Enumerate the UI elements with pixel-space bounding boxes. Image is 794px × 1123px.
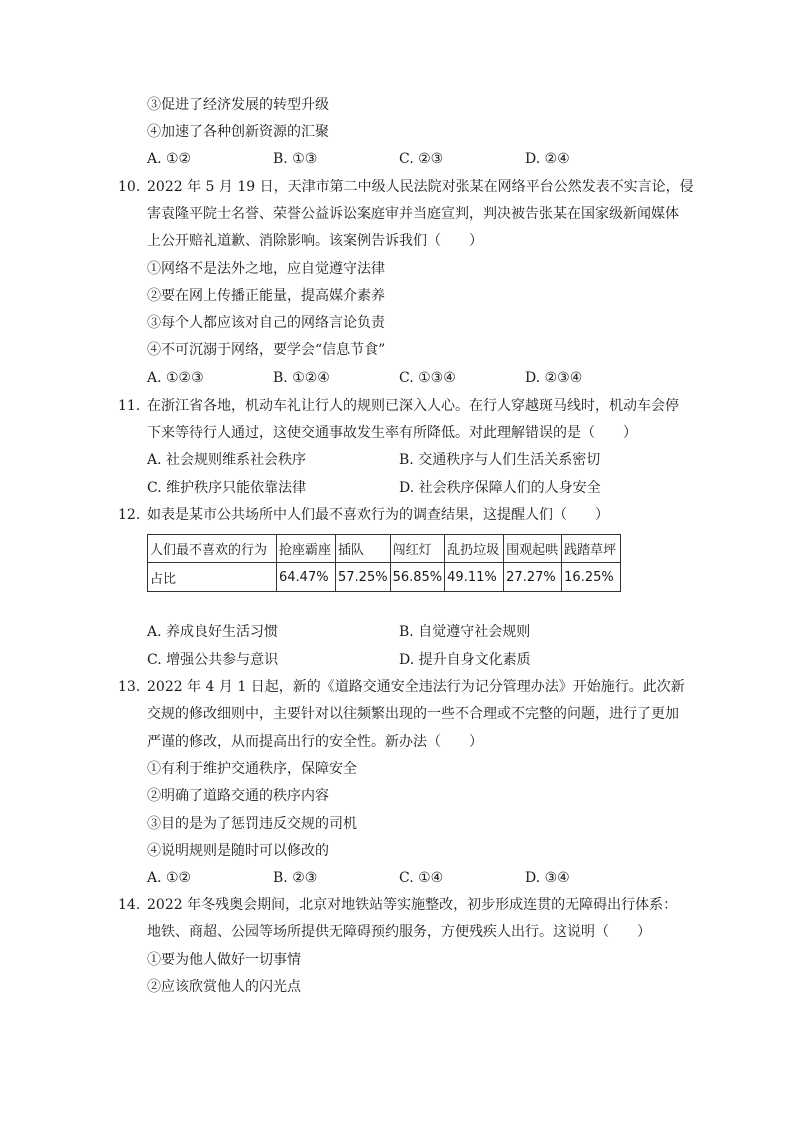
q13-item-3: ③目的是为了惩罚违反交规的司机 <box>147 816 357 832</box>
q13-stem-line: 严谨的修改，从而提高出行的安全性。新办法（ ） <box>147 734 483 750</box>
choice-d: D. ②④ <box>525 151 570 167</box>
table-header-row <box>148 535 621 563</box>
table-cell: 16.25% <box>562 563 621 592</box>
choice-d: D. ②③④ <box>525 370 583 386</box>
q9-item-4: ④加速了各种创新资源的汇聚 <box>147 124 329 140</box>
choice-b: B. 自觉遵守社会规则 <box>399 624 531 640</box>
choice-b: B. ①③ <box>273 151 318 167</box>
q10-item-1: ①网络不是法外之地，应自觉遵守法律 <box>147 261 385 277</box>
table-cell: 围观起哄 <box>504 535 562 563</box>
table-cell: 49.11% <box>445 563 504 592</box>
table-cell: 57.25% <box>336 563 391 592</box>
q13-stem-line: 2022 年 4 月 1 日起，新的《道路交通安全违法行为记分管理办法》开始施行。此次新 <box>147 679 685 695</box>
q14-item-1: ①要为他人做好一切事情 <box>147 952 301 968</box>
q10-item-2: ②要在网上传播正能量，提高媒介素养 <box>147 288 385 304</box>
table-cell: 践踏草坪 <box>562 535 621 563</box>
q13-stem-line: 交规的修改细则中，主要针对以往频繁出现的一些不合理或不完整的问题，进行了更加 <box>147 706 679 722</box>
q10-stem-line: 上公开赔礼道歉、消除影响。该案例告诉我们（ ） <box>147 233 483 249</box>
choice-c: C. 维护秩序只能依靠法律 <box>147 480 307 496</box>
q14-item-2: ②应该欣赏他人的闪光点 <box>147 979 301 995</box>
q13-item-1: ①有利于维护交通秩序，保障安全 <box>147 761 357 777</box>
choice-c: C. ①③④ <box>399 370 456 386</box>
choice-b: B. ②③ <box>273 870 318 886</box>
table-cell: 闯红灯 <box>390 535 445 563</box>
choice-a: A. ①② <box>147 870 192 886</box>
q11-stem-line: 在浙江省各地，机动车礼让行人的规则已深入人心。在行人穿越斑马线时，机动车会停 <box>147 398 679 414</box>
table-cell: 乱扔垃圾 <box>445 535 504 563</box>
table-row <box>148 563 621 592</box>
q14-stem-line: 地铁、商超、公园等场所提供无障碍预约服务，方便残疾人出行。这说明（ ） <box>147 924 651 940</box>
choice-b: B. ①②④ <box>273 370 330 386</box>
choice-a: A. ①②③ <box>147 370 204 386</box>
q10-stem-line: 2022 年 5 月 19 日，天津市第二中级人民法院对张某在网络平台公然发表不实言论，侵 <box>147 179 694 195</box>
q14-number: 14. <box>118 897 141 913</box>
table-cell: 56.85% <box>390 563 445 592</box>
choice-c: C. 增强公共参与意识 <box>147 652 279 668</box>
table-cell: 人们最不喜欢的行为 <box>148 535 277 563</box>
q9-item-3: ③促进了经济发展的转型升级 <box>147 97 329 113</box>
choice-a: A. 养成良好生活习惯 <box>147 624 279 640</box>
q10-number: 10. <box>118 179 141 195</box>
table-cell: 27.27% <box>504 563 562 592</box>
choice-d: D. 提升自身文化素质 <box>399 652 531 668</box>
q11-choices-row <box>147 451 647 469</box>
q13-item-4: ④说明规则是随时可以修改的 <box>147 843 329 859</box>
q11-number: 11. <box>118 398 141 414</box>
table-cell: 占比 <box>148 563 277 592</box>
q10-item-4: ④不可沉溺于网络，要学会“信息节食” <box>147 342 386 358</box>
q14-stem-line: 2022 年冬残奥会期间，北京对地铁站等实施整改，初步形成连贯的无障碍出行体系： <box>147 897 678 913</box>
table-cell: 抢座霸座 <box>277 535 336 563</box>
q10-choices <box>147 369 647 387</box>
q11-choices-row <box>147 479 647 497</box>
table-cell: 64.47% <box>277 563 336 592</box>
q10-stem-line: 害袁隆平院士名誉、荣誉公益诉讼案庭审并当庭宣判，判决被告张某在国家级新闻媒体 <box>147 206 679 222</box>
choice-d: D. 社会秩序保障人们的人身安全 <box>399 480 601 496</box>
q11-stem-line: 下来等待行人通过，这使交通事故发生率有所降低。对此理解错误的是（ ） <box>147 425 637 441</box>
choice-a: A. 社会规则维系社会秩序 <box>147 452 307 468</box>
q10-item-3: ③每个人都应该对自己的网络言论负责 <box>147 315 385 331</box>
survey-table <box>147 534 621 592</box>
q13-number: 13. <box>118 679 141 695</box>
choice-c: C. ②③ <box>399 151 444 167</box>
choice-c: C. ①④ <box>399 870 444 886</box>
table-cell: 插队 <box>336 535 391 563</box>
choice-a: A. ①② <box>147 151 192 167</box>
q9-choices <box>147 150 647 168</box>
choice-b: B. 交通秩序与人们生活关系密切 <box>399 452 601 468</box>
q12-choices-row <box>147 651 647 669</box>
q13-item-2: ②明确了道路交通的秩序内容 <box>147 788 329 804</box>
q12-choices-row <box>147 623 647 641</box>
q12-number: 12. <box>118 507 141 523</box>
q12-stem-line: 如表是某市公共场所中人们最不喜欢行为的调查结果，这提醒人们（ ） <box>147 507 609 523</box>
choice-d: D. ③④ <box>525 870 570 886</box>
q13-choices <box>147 869 647 887</box>
